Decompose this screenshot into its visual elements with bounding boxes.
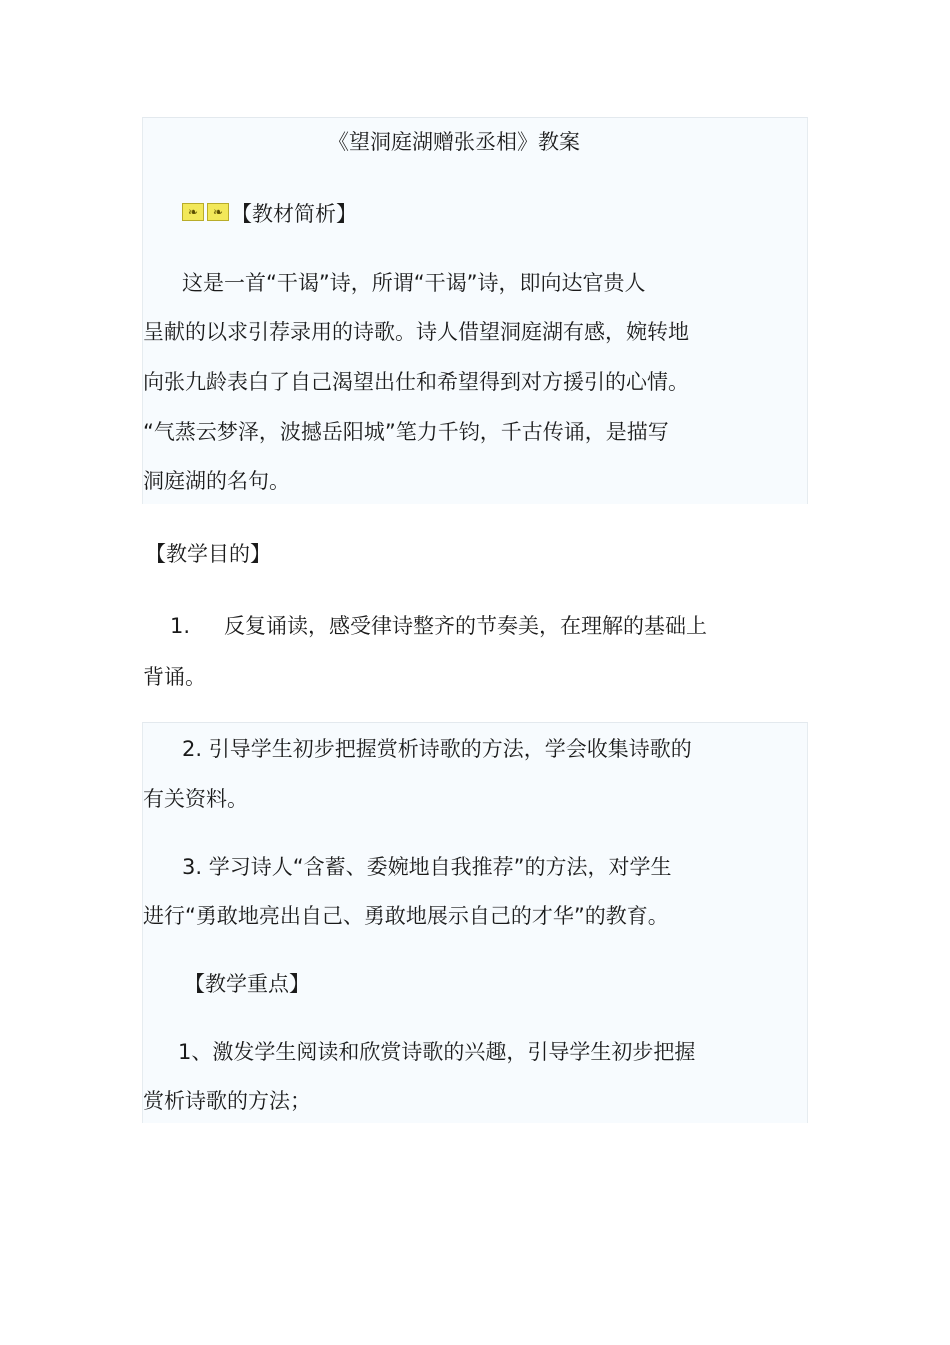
key-point-1-line: 赏析诗歌的方法； [143,1089,311,1113]
goal-1-line: 反复诵读，感受律诗整齐的节奏美，在理解的基础上 [224,614,707,638]
book-icon: ❧ [207,203,229,221]
goal-1-number: 1. [170,614,191,638]
section-heading-textbook: 【教材简析】 [231,202,357,226]
textbook-icon-group [182,203,230,221]
intro-line: 这是一首“干谒”诗，所谓“干谒”诗，即向达官贵人 [182,271,646,295]
intro-line: 洞庭湖的名句。 [143,469,290,493]
section-heading-key-points: 【教学重点】 [184,972,310,996]
key-point-1-line: 1、激发学生阅读和欣赏诗歌的兴趣，引导学生初步把握 [178,1040,696,1064]
intro-line: 呈献的以求引荐录用的诗歌。诗人借望洞庭湖有感，婉转地 [143,320,689,344]
goal-1-line: 背诵。 [143,665,206,689]
book-icon: ❧ [182,203,204,221]
intro-line: “气蒸云梦泽，波撼岳阳城”笔力千钧，千古传诵，是描写 [143,420,669,444]
goal-2-line: 2. 引导学生初步把握赏析诗歌的方法，学会收集诗歌的 [182,737,692,761]
goal-2-line: 有关资料。 [143,787,248,811]
section-heading-goals: 【教学目的】 [145,542,271,566]
document-title: 《望洞庭湖赠张丞相》教案 [328,130,580,154]
goal-3-line: 进行“勇敢地亮出自己、勇敢地展示自己的才华”的教育。 [143,904,669,928]
goal-3-line: 3. 学习诗人“含蓄、委婉地自我推荐”的方法，对学生 [182,855,672,879]
intro-line: 向张九龄表白了自己渴望出仕和希望得到对方援引的心情。 [143,370,689,394]
